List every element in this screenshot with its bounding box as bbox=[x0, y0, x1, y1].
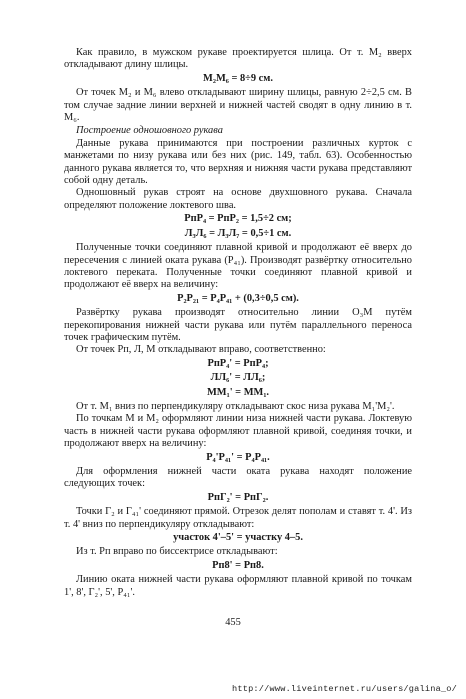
paragraph: Из т. Рп вправо по биссектрисе откладывают: bbox=[76, 546, 278, 558]
section-heading: Построение одношовного рукава bbox=[76, 125, 223, 137]
paragraph: По точкам М и М₂ оформляют линии низа нижней части рукава. Локтевую часть в нижней части рукава оформляют плавной кривой, соединяя точки, и продолжают вверх на величину: bbox=[64, 413, 412, 450]
formula: Р₂Р₂₁ = Р₄Р₄₁ + (0,3÷0,5 см). bbox=[177, 292, 299, 304]
formula: Рп8' = Рп8. bbox=[212, 559, 264, 571]
paragraph: Как правило, в мужском рукаве проектируется шлица. От т. М₂ вверх откладывают длину шлицы. bbox=[64, 47, 412, 71]
page-body-text bbox=[64, 47, 412, 599]
formula: РпР₄ = РпР₂ = 1,5÷2 см; bbox=[184, 213, 292, 225]
formula: ЛЛ₆' = ЛЛ₆; bbox=[210, 372, 266, 384]
paragraph: Развёртку рукава производят относительно линии О₃М путём перекопирования нижней части рукава или путём параллельного переноса точек графическим путём. bbox=[64, 307, 412, 343]
formula: Л₃Л₆ = Л₃Л₇ = 0,5÷1 см. bbox=[184, 227, 292, 239]
paragraph: Точки Г₂ и Г₄₁' соединяют прямой. Отрезок делят пополам и ставят т. 4'. Из т. 4' вниз по перпендикуляру откладывают: bbox=[64, 506, 412, 530]
source-url: http://www.liveinternet.ru/users/galina_o/ bbox=[232, 684, 457, 694]
paragraph: Одношовный рукав строят на основе двухшовного рукава. Сначала определяют положение локтевого шва. bbox=[64, 187, 412, 211]
formula: РпГ₂' = РпГ₂. bbox=[207, 491, 269, 503]
paragraph: От точек Рп, Л, М откладывают вправо, соответственно: bbox=[76, 344, 326, 356]
formula: ММ₁' = ММ₁. bbox=[206, 386, 270, 398]
paragraph: От точек М₂ и М₆ влево откладывают ширину шлицы, равную 2÷2,5 см. В том случае задние линии верхней и нижней частей сводят в одну линию в т. М₆. bbox=[64, 87, 412, 124]
formula: М₂М₆ = 8÷9 см. bbox=[203, 72, 273, 84]
paragraph: Для оформления нижней части оката рукава находят положение следующих точек: bbox=[64, 466, 412, 490]
paragraph: Линию оката нижней части рукава оформляют плавной кривой по точкам 1', 8', Г₂', 5', Р₄₁'. bbox=[64, 574, 412, 598]
paragraph: Полученные точки соединяют плавной кривой и продолжают её вверх до пересечения с линией оката рукава (Р₄₁). Производят развёртку относительно локтевого переката. Полученные точки соединяют плавной кривой и продолжают её вверх на величину: bbox=[64, 242, 412, 291]
paragraph: От т. М₁ вниз по перпендикуляру откладывают скос низа рукава М₁'М₂'. bbox=[76, 400, 395, 412]
page-number: 455 bbox=[225, 617, 241, 628]
formula: РпР₄' = РпР₄; bbox=[207, 357, 269, 369]
formula: участок 4'–5' = участку 4–5. bbox=[173, 532, 303, 544]
formula: Р₄'Р₄₁' = Р₄Р₄₁. bbox=[206, 451, 270, 463]
paragraph: Данные рукава принимаются при построении различных курток с манжетами по низу рукава или без них (рис. 149, табл. 63). Особенностью данного рукава является то, что верхняя и нижняя части рукава представляют собой одну деталь. bbox=[64, 137, 412, 187]
